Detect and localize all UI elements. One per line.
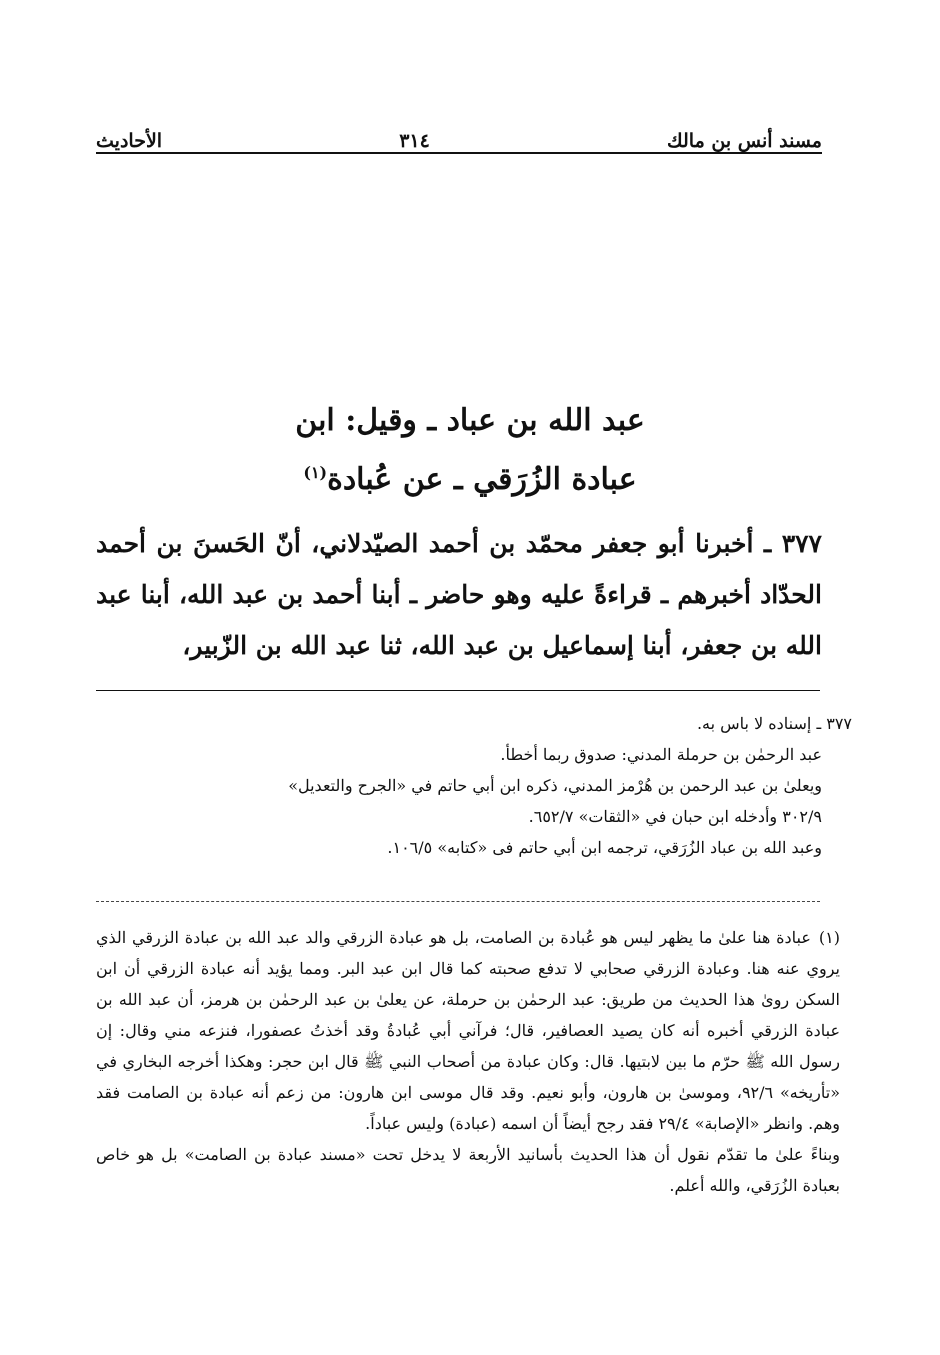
note-line: عبد الرحمٰن بن حرملة المدني: صدوق ربما أخطأ. (500, 745, 822, 764)
footnote-paragraph-1 (96, 922, 840, 1139)
footnote-marker: (١) (303, 463, 328, 482)
page-number: ٣١٤ (399, 130, 430, 152)
footnote-paragraph-1-text: عبادة هنا علىٰ ما يظهر ليس هو عُبادة بن الصامت، بل هو عبادة الزرقي والد عبد الله بن عبادة الزرقي الذي يروي عنه هنا. وعبادة الزرقي صحابي لا تدفع صحبته كما قال ابن عبد البر. ومما يؤيد أنه عبادة الزرقي أن ابن السكن روىٰ هذا الحديث من طريق: عبد الرحمٰن بن حرملة، عن يعلىٰ بن عبد الرحمٰن بن هرمز، أن عبد الله بن عبادة الزرقي أخبره أنه كان يصيد العصافير، قال؛ فرآني أبي عُبادةُ وقد أخذتُ عصفورا، فنزعه مني وقال: إن رسول الله ﷺ حرّم ما بين لابتيها. قال: وكان عبادة من أصحاب النبي ﷺ قال ابن حجر: وهكذا أخرجه البخاري في «تأريخه» ٩٢/٦، وموسىٰ بن هارون، وأبو نعيم. وقد قال موسى ابن هارون: من زعم أنه عبادة بن الصامت فقد وهم. وانظر «الإصابة» ٢٩/٤ فقد رجح أيضاً أن اسمه (عبادة) وليس عباداً. (96, 928, 841, 1133)
header-section-title: الأحاديث (96, 130, 163, 152)
footnote-separator (96, 901, 820, 902)
notes-rule (96, 690, 820, 691)
header-book-title: مسند أنس بن مالك (667, 130, 822, 152)
chapter-title-line-1: عبد الله بن عباد ـ وقيل: ابن (295, 403, 645, 438)
footnote (96, 922, 840, 1201)
note-line: وعبد الله بن عباد الزُرَقي، ترجمه ابن أبي حاتم فى «كتابه» ١٠٦/٥. (387, 838, 822, 857)
footnote-paragraph-2: وبناءً علىٰ ما تقدّم نقول أن هذا الحديث بأسانيد الأربعة لا يدخل تحت «مسند عبادة بن الصامت» بل هو خاص بعبادة الزُرَقي، والله أعلم. (96, 1145, 840, 1195)
running-header (96, 116, 822, 152)
note-line: ٣٧٧ ـ إسناده لا باس به. (696, 714, 852, 733)
chapter-title-line-2 (150, 447, 790, 506)
hadith-text: ٣٧٧ ـ أخبرنا أبو جعفر محمّد بن أحمد الصيّدلاني، أنّ الحَسنَ بن أحمد الحدّاد أخبرهم ـ قراءةً عليه وهو حاضر ـ أبنا أحمد بن عبد الله، أبنا عبد الله بن جعفر، أبنا إسماعيل بن عبد الله، ثنا عبد الله بن الزّبير، (96, 529, 822, 660)
footnote-number: (١) (818, 928, 840, 947)
header-rule (96, 152, 822, 154)
chapter-title (150, 395, 790, 506)
isnad-notes (178, 708, 852, 863)
note-line: ويعلىٰ بن عبد الرحمن بن هُرْمز المدني، ذكره ابن أبي حاتم في «الجرح والتعديل» (288, 776, 822, 795)
note-line: ٣٠٢/٩ وأدخله ابن حبان في «الثقات» ٦٥٢/٧. (528, 807, 822, 826)
chapter-title-line-2-text: عبادة الزُرَقي ـ عن عُبادة (327, 462, 637, 497)
